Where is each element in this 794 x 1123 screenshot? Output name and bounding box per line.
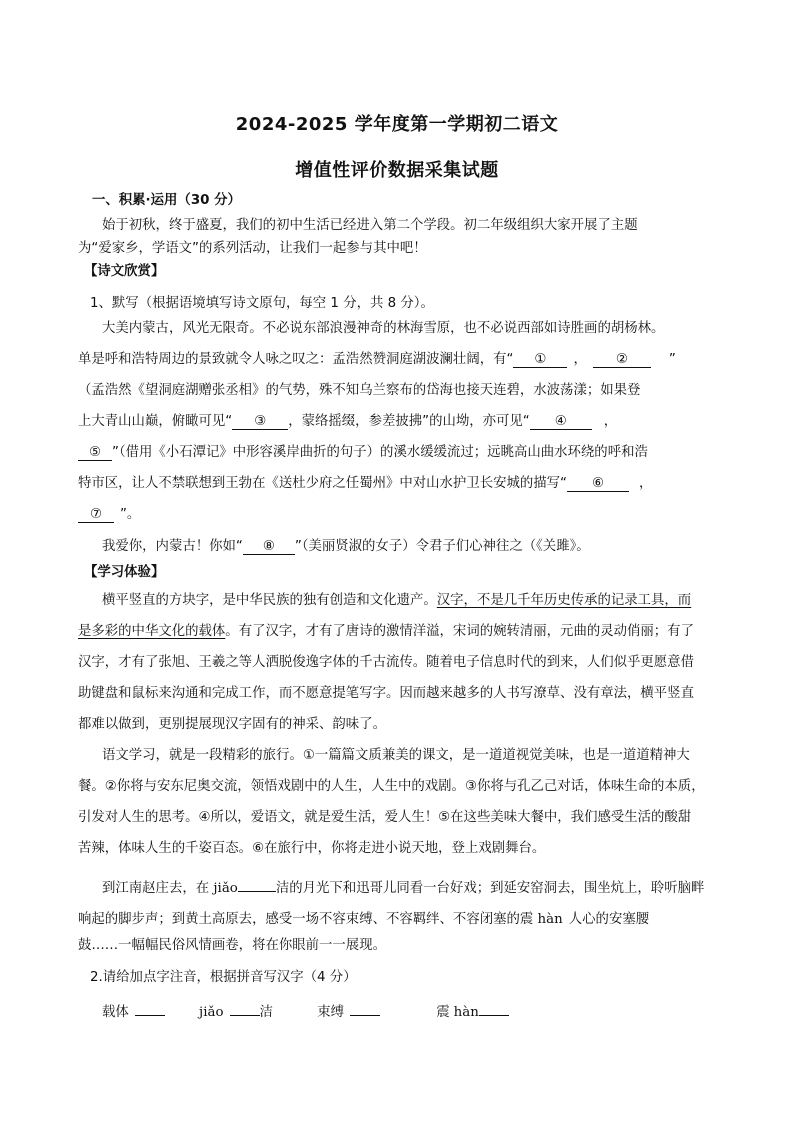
pinyin-han: hàn [537,912,563,927]
para2-line-3: 引发对人生的思考。④所以，爱语文，就是爱生活，爱人生！⑤在这些美味大餐中，我们感受生活的酸甜 [78,810,692,825]
para1-line-4: 助键盘和鼠标来沟通和完成工作，而不愿意提笔写字。因而越来越多的人书写潦草、没有章法，横平竖直 [78,686,694,701]
blank-jiao[interactable] [238,877,276,892]
q2-item-2-pinyin: jiǎo [199,1005,224,1020]
q2-blank-1[interactable] [135,1001,165,1016]
exam-title-line2: 增值性评价数据采集试题 [295,160,499,181]
q2-item-2-suffix: 洁 [259,1005,273,1020]
blank-3[interactable]: ③ [232,415,288,430]
q2-item-4-label: 震 [436,1005,450,1020]
para3-line-2 [78,908,649,926]
poetry-line-2-text: 单是呼和浩特周边的景致就令人咏之叹之：孟浩然赞洞庭湖波澜壮阔，有“ [78,352,514,367]
pinyin-jiao: jiǎo [213,881,238,896]
poetry-line-5-text: ”（借用《小石潭记》中形容溪岸曲折的句子）的溪水缓缓流过；远眺高山曲水环绕的呼和浩 [112,445,648,460]
q2-blank-3[interactable] [350,1001,380,1016]
poetry-line-8-rest: ”（美丽贤淑的女子）令君子们心神往之（《关雎》。 [294,539,590,554]
para1-line-2-text: 。有了汉字，才有了唐诗的激情洋溢，宋词的婉转清丽，元曲的灵动俏丽；有了 [225,624,694,639]
poetry-line-3: （孟浩然《望洞庭湖赠张丞相》的气势，殊不知乌兰察布的岱海也接天连碧，水波荡漾；如果登 [78,383,641,398]
para1-line-1-text: 横平竖直的方块字，是中华民族的独有创造和文化遗产。 [102,593,437,608]
study-heading: 【学习体验】 [84,565,165,580]
poetry-line-4-rest: ，蒙络摇缀，参差披拂”的山坳，亦可见“ [288,414,530,429]
blank-8[interactable]: ⑧ [243,540,295,555]
poetry-line-4-text: 上大青山山巅，俯瞰可见“ [78,414,233,429]
para1-line-1 [102,594,691,607]
blank-5[interactable]: ⑤ [78,446,112,461]
poetry-line-6: 特市区，让人不禁联想到王勃在《送杜少府之任蜀州》中对山水护卫长安城的描写“ ⑥ ， [78,476,653,491]
para3-line-1-rest: 洁的月光下和迅哥儿同看一台好戏；到延安窑洞去，围坐炕上，聆听脑畔 [275,881,705,896]
blank-4[interactable]: ④ [530,415,592,430]
poetry-line-8-text: 我爱你，内蒙古！你如“ [102,539,243,554]
para3-line-1 [102,877,704,895]
q2-item-1-label: 载体 [102,1005,129,1020]
poetry-line-1: 大美内蒙古，风光无限奇。不必说东部浪漫神奇的林海雪原，也不必说西部如诗胜画的胡杨林。 [102,321,665,336]
intro-line-1: 始于初秋，终于盛夏，我们的初中生活已经进入第二个学段。初二年级组织大家开展了主题 [102,218,638,233]
question-1-stem: 1、默写（根据语境填写诗文原句，每空 1 分，共 8 分）。 [90,296,434,311]
para3-line-3: 鼓……一幅幅民俗风情画卷，将在你眼前一一展现。 [78,938,386,953]
question-2-items [102,1001,509,1019]
q2-blank-2[interactable] [230,1001,260,1016]
poetry-line-5 [78,446,648,461]
underlined-sentence-part1: 汉字，不是几千年历史传承的记录工具，而 [436,593,692,608]
poetry-line-7 [78,508,140,523]
blank-7[interactable]: ⑦ [78,508,114,523]
blank-1[interactable]: ① [513,353,567,368]
para1-line-5: 都难以做到，更别提展现汉字固有的神采、韵味了。 [78,717,386,732]
blank-6[interactable]: ⑥ [567,477,629,492]
question-2-stem: 2.请给加点字注音，根据拼音写汉字（4 分） [90,970,357,985]
para3-line-1-text: 到江南赵庄去，在 [102,881,214,896]
poetry-line-2: 单是呼和浩特周边的景致就令人咏之叹之：孟浩然赞洞庭湖波澜壮阔，有“ ① ， ② ” [78,352,676,367]
para3-line-2-rest: 人心的安塞腰 [568,912,650,927]
q2-item-4-pinyin: hàn [453,1005,479,1020]
poetry-heading: 【诗文欣赏】 [84,264,165,279]
para2-line-2: 餐。②你将与安东尼奥交流，领悟戏剧中的人生，人生中的戏剧。③你将与孔乙己对话，体味生命的本质， [78,779,705,794]
q2-item-3-label: 束缚 [317,1005,344,1020]
poetry-line-7-text: ”。 [120,507,141,522]
poetry-line-8 [102,540,590,555]
para3-line-2-text: 响起的脚步声；到黄土高原去，感受一场不容束缚、不容羁绊、不容闭塞的震 [78,912,538,927]
blank-2[interactable]: ② [593,353,651,368]
para1-line-2 [78,625,694,638]
quote-close: ” [668,352,676,367]
poetry-line-6-text: 特市区，让人不禁联想到王勃在《送杜少府之任蜀州》中对山水护卫长安城的描写“ [78,476,567,491]
intro-line-2: 为“爱家乡，学语文”的系列活动，让我们一起参与其中吧！ [78,241,427,256]
poetry-line-4: 上大青山山巅，俯瞰可见“ ③ ，蒙络摇缀，参差披拂”的山坳，亦可见“ ④ ， [78,414,618,429]
underlined-sentence-part2: 是多彩的中华文化的载体 [78,624,226,639]
para2-line-1: 语文学习，就是一段精彩的旅行。①一篇篇文质兼美的课文，是一道道视觉美味，也是一道道精神大 [102,748,690,763]
q2-blank-4[interactable] [479,1001,509,1016]
exam-title-line1: 2024-2025 学年度第一学期初二语文 [235,114,559,135]
para2-line-4: 苦辣，体味人生的千姿百态。⑥在旅行中，你将走进小说天地，登上戏剧舞台。 [78,841,546,856]
section-heading: 一、积累·运用（30 分） [92,193,241,208]
para1-line-3: 汉字，才有了张旭、王羲之等人洒脱俊逸字体的千古流传。随着电子信息时代的到来，人们似乎更愿意借 [78,655,694,670]
